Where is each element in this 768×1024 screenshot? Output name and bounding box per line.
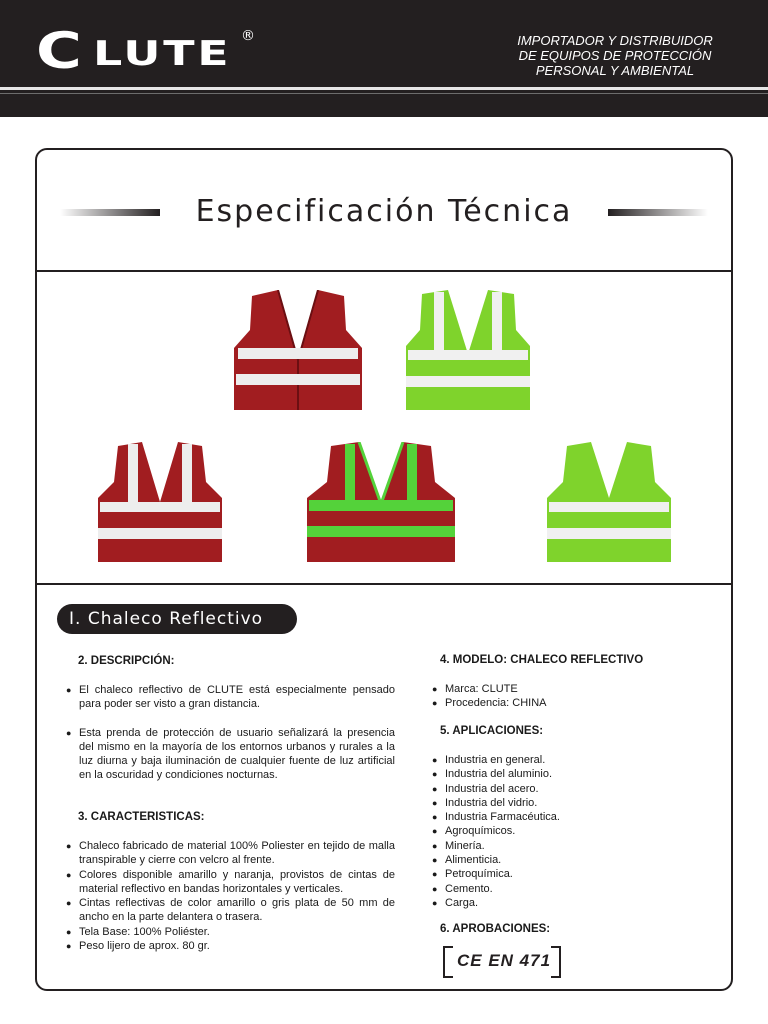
header-stripe — [0, 87, 768, 90]
cert-bracket-left — [443, 946, 453, 978]
list-item: ● Agroquímicos. — [432, 824, 682, 838]
title-bar-right — [608, 209, 708, 216]
clute-logo — [36, 22, 257, 80]
caracteristicas-list — [66, 839, 395, 953]
vest-image-3 — [96, 442, 224, 566]
aprobaciones-heading: 6. APROBACIONES: — [440, 923, 551, 935]
list-item: ● Alimenticia. — [432, 853, 682, 867]
list-item: ● Industria Farmacéutica. — [432, 810, 682, 824]
list-item: ● Petroquímica. — [432, 867, 682, 881]
list-item: ● El chaleco reflectivo de CLUTE está especialmente pensado para poder ser visto a gran distancia. — [66, 683, 395, 712]
modelo-list — [432, 682, 682, 711]
logo-letters: LUTE — [92, 34, 232, 74]
section-title-pill: I. Chaleco Reflectivo — [57, 604, 297, 634]
red-vest-horizontal — [234, 290, 362, 414]
list-item: ● Colores disponible amarillo y naranja, provistos de cintas de material reflectivo en bandas horizontales y verticales. — [66, 868, 395, 897]
list-item: ● Industria del vidrio. — [432, 796, 682, 810]
title-bar-left — [60, 209, 160, 216]
aplicaciones-list — [432, 753, 682, 910]
tagline — [500, 33, 730, 78]
aplicaciones-heading: 5. APLICACIONES: — [440, 725, 544, 737]
vest-image-2 — [404, 290, 532, 414]
page-title: Especificación Técnica — [195, 194, 573, 229]
cert-bracket-right — [551, 946, 561, 978]
logo-letter-c: C — [36, 22, 85, 80]
list-item: ● Chaleco fabricado de material 100% Poliester en tejido de malla transpirable y cierre con velcro al frente. — [66, 839, 395, 868]
title-banner — [60, 192, 708, 232]
header-stripe-thin — [0, 93, 768, 94]
list-item: ● Peso lijero de aprox. 80 gr. — [66, 939, 395, 953]
vest-image-4 — [305, 442, 457, 566]
registered-mark: ® — [241, 28, 257, 44]
red-vest-vertical — [96, 442, 224, 566]
divider-top — [37, 270, 731, 272]
divider-bottom — [37, 583, 731, 585]
caracteristicas-heading: 3. CARACTERISTICAS: — [78, 811, 205, 823]
green-vest-plain — [545, 442, 673, 566]
red-vest-green-tape — [305, 442, 457, 566]
page-header — [0, 0, 768, 117]
list-item: ● Tela Base: 100% Poliéster. — [66, 925, 395, 939]
list-item: ● Industria del aluminio. — [432, 767, 682, 781]
green-vest-horizontal-vertical — [404, 290, 532, 414]
list-item: ● Procedencia: CHINA — [432, 696, 682, 710]
list-item: ● Industria en general. — [432, 753, 682, 767]
descripcion-list — [66, 683, 395, 783]
modelo-heading: 4. MODELO: CHALECO REFLECTIVO — [440, 654, 644, 666]
cert-text: CE EN 471 — [457, 951, 552, 970]
descripcion-heading: 2. DESCRIPCIÓN: — [78, 655, 175, 667]
list-item: ● Cintas reflectivas de color amarillo o gris plata de 50 mm de ancho en la parte delantera o trasera. — [66, 896, 395, 925]
list-item: ● Minería. — [432, 839, 682, 853]
tagline-line-2: DE EQUIPOS DE PROTECCIÓN — [518, 48, 712, 63]
tagline-line-1: IMPORTADOR Y DISTRIBUIDOR — [517, 33, 713, 48]
list-item: ● Carga. — [432, 896, 682, 910]
vest-image-1 — [234, 290, 362, 414]
tagline-line-3: PERSONAL Y AMBIENTAL — [535, 63, 695, 78]
list-item: ● Industria del acero. — [432, 782, 682, 796]
ce-en471-mark — [443, 946, 561, 976]
vest-image-5 — [545, 442, 673, 566]
list-item: ● Marca: CLUTE — [432, 682, 682, 696]
list-item: ● Cemento. — [432, 882, 682, 896]
list-item: ● Esta prenda de protección de usuario señalizará la presencia del mismo en la mayoría de los entornos urbanos y rurales a la luz diurna y baja iluminación de cualquier fuente de luz artificial en la oscuridad y condiciones nocturnas. — [66, 726, 395, 783]
